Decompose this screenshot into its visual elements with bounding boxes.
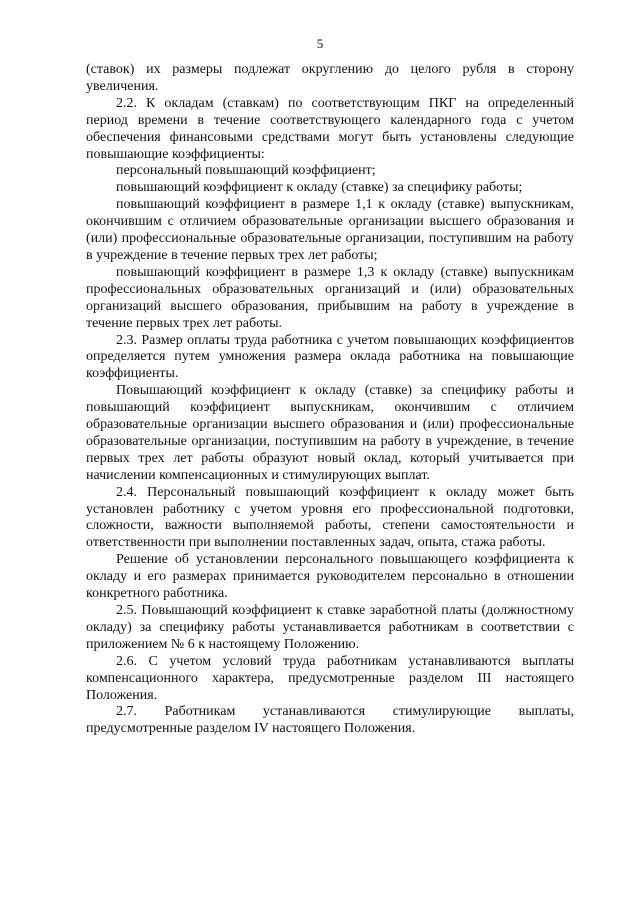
- paragraph: повышающий коэффициент в размере 1,3 к окладу (ставке) выпускникам профессиональных образовательных организаций и (или) образовательных организаций высшего образования, прибывшим на работу в учреждение в течение первых трех лет работы.: [86, 264, 574, 331]
- paragraph: 2.2. К окладам (ставкам) по соответствующим ПКГ на определенный период времени в течение соответствующего календарного года с учетом обеспечения финансовыми средствами могут быть установлены следующие повышающие коэффициенты:: [86, 95, 574, 162]
- paragraph: Решение об установлении персонального повышающего коэффициента к окладу и его размерах принимается руководителем персонально в отношении конкретного работника.: [86, 552, 574, 602]
- paragraph: 2.7. Работникам устанавливаются стимулирующие выплаты, предусмотренные разделом IV настоящего Положения.: [86, 704, 574, 737]
- paragraph: 2.3. Размер оплаты труда работника с учетом повышающих коэффициентов определяется путем умножения размера оклада работника на повышающие коэффициенты.: [86, 332, 574, 382]
- paragraph: 2.6. С учетом условий труда работникам устанавливаются выплаты компенсационного характера, предусмотренные разделом III настоящего Положения.: [86, 653, 574, 703]
- paragraph: 2.4. Персональный повышающий коэффициент к окладу может быть установлен работнику с учетом уровня его профессиональной подготовки, сложности, важности выполняемой работы, степени самостоятельности и ответственности при выполнении поставленных задач, опыта, стажа работы.: [86, 484, 574, 551]
- paragraph: (ставок) их размеры подлежат округлению до целого рубля в сторону увеличения.: [86, 62, 574, 94]
- paragraph: повышающий коэффициент в размере 1,1 к окладу (ставке) выпускникам, окончившим с отличием образовательные организации высшего образования и (или) профессиональные образовательные организации, поступившим на работу в учреждение в течение первых трех лет работы;: [86, 197, 574, 263]
- paragraph: персональный повышающий коэффициент;: [116, 163, 376, 179]
- paragraph: повышающий коэффициент к окладу (ставке) за специфику работы;: [116, 180, 523, 196]
- paragraph: Повышающий коэффициент к окладу (ставке) за специфику работы и повышающий коэффициент выпускникам, окончившим с отличием образовательные организации высшего образования и (или) профессиональные образовательные организации, поступившим на работу в учреждение, в течение первых трех лет работы образуют новый оклад, который учитывается при начислении компенсационных и стимулирующих выплат.: [86, 383, 574, 483]
- document-body: [86, 62, 574, 738]
- page-number: 5: [316, 36, 324, 51]
- paragraph: 2.5. Повышающий коэффициент к ставке заработной платы (должностному окладу) за специфику работы устанавливается работникам в соответствии с приложением № 6 к настоящему Положению.: [86, 603, 574, 652]
